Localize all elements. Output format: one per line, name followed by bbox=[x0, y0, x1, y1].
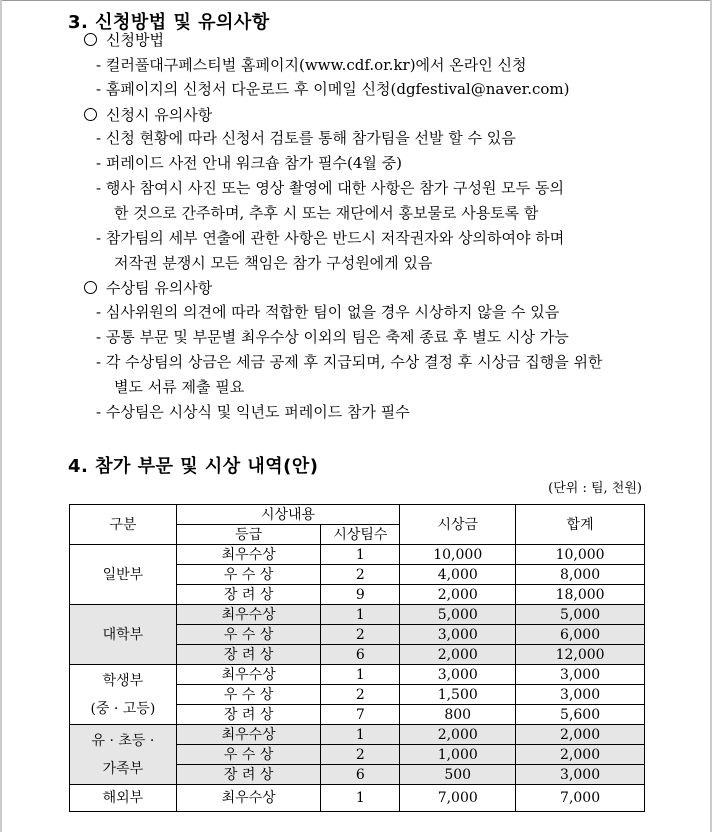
teams-cell: 2 bbox=[321, 685, 400, 705]
page-left-edge bbox=[0, 0, 2, 832]
category-cell bbox=[70, 785, 177, 812]
circle-bullet-icon bbox=[84, 33, 97, 46]
header-award-content: 시상내용 bbox=[176, 505, 400, 525]
awards-table-body bbox=[70, 545, 645, 812]
list-item: - 신청 현황에 따라 신청서 검토를 통해 참가팀을 선발 할 수 있음 bbox=[96, 129, 516, 147]
header-teams: 시상팀수 bbox=[321, 525, 400, 545]
grade-cell: 최우수상 bbox=[176, 725, 321, 745]
total-cell: 3,000 bbox=[516, 765, 645, 785]
grade-cell: 최우수상 bbox=[176, 665, 321, 685]
grade-cell: 우 수 상 bbox=[176, 745, 321, 765]
teams-cell: 7 bbox=[321, 705, 400, 725]
teams-cell: 9 bbox=[321, 585, 400, 605]
prize-cell: 1,000 bbox=[400, 745, 516, 765]
category-cell bbox=[70, 665, 177, 725]
list-item-continuation: 별도 서류 제출 필요 bbox=[114, 378, 245, 396]
list-item: - 수상팀은 시상식 및 익년도 퍼레이드 참가 필수 bbox=[96, 403, 410, 421]
subheading-1 bbox=[84, 106, 212, 124]
category-cell bbox=[70, 605, 177, 665]
teams-cell: 2 bbox=[321, 565, 400, 585]
category-label: 가족부 bbox=[102, 760, 144, 777]
teams-cell: 6 bbox=[321, 645, 400, 665]
page-top-edge bbox=[0, 0, 712, 5]
list-item: - 심사위원의 의견에 따라 적합한 팀이 없을 경우 시상하지 않을 수 있음 bbox=[96, 303, 560, 321]
category-label: (중 · 고등) bbox=[90, 700, 156, 717]
table-row bbox=[70, 665, 645, 685]
prize-cell: 10,000 bbox=[400, 545, 516, 565]
subheading-2 bbox=[84, 279, 212, 297]
table-row bbox=[70, 725, 645, 745]
subheading-text: 수상팀 유의사항 bbox=[106, 279, 213, 297]
prize-cell: 3,000 bbox=[400, 665, 516, 685]
category-cell bbox=[70, 725, 177, 785]
table-row bbox=[70, 545, 645, 565]
category-label: 대학부 bbox=[102, 626, 144, 643]
grade-cell: 장 려 상 bbox=[176, 765, 321, 785]
total-cell: 3,000 bbox=[516, 665, 645, 685]
list-item-continuation: 한 것으로 간주하며, 추후 시 또는 재단에서 홍보물로 사용토록 함 bbox=[114, 204, 539, 222]
total-cell: 3,000 bbox=[516, 685, 645, 705]
header-prize: 시상금 bbox=[400, 505, 516, 545]
prize-cell: 500 bbox=[400, 765, 516, 785]
total-cell: 7,000 bbox=[516, 785, 645, 812]
teams-cell: 2 bbox=[321, 745, 400, 765]
teams-cell: 1 bbox=[321, 545, 400, 565]
circle-bullet-icon bbox=[84, 281, 97, 294]
grade-cell: 최우수상 bbox=[176, 605, 321, 625]
category-label: 유 · 초등 · bbox=[91, 732, 155, 749]
total-cell: 12,000 bbox=[516, 645, 645, 665]
awards-table bbox=[69, 504, 645, 812]
grade-cell: 장 려 상 bbox=[176, 705, 321, 725]
prize-cell: 5,000 bbox=[400, 605, 516, 625]
category-label: 학생부 bbox=[102, 672, 144, 689]
total-cell: 6,000 bbox=[516, 625, 645, 645]
list-item: - 퍼레이드 사전 안내 워크숍 참가 필수(4월 중) bbox=[96, 154, 403, 172]
total-cell: 2,000 bbox=[516, 745, 645, 765]
teams-cell: 1 bbox=[321, 725, 400, 745]
list-item: - 컬러풀대구페스티벌 홈페이지(www.cdf.or.kr)에서 온라인 신청 bbox=[96, 56, 527, 74]
teams-cell: 1 bbox=[321, 605, 400, 625]
total-cell: 10,000 bbox=[516, 545, 645, 565]
prize-cell: 1,500 bbox=[400, 685, 516, 705]
prize-cell: 2,000 bbox=[400, 585, 516, 605]
grade-cell: 우 수 상 bbox=[176, 565, 321, 585]
grade-cell: 최우수상 bbox=[176, 785, 321, 812]
grade-cell: 장 려 상 bbox=[176, 585, 321, 605]
teams-cell: 1 bbox=[321, 665, 400, 685]
prize-cell: 2,000 bbox=[400, 645, 516, 665]
category-label: 해외부 bbox=[102, 790, 144, 806]
subheading-text: 신청방법 bbox=[106, 31, 164, 49]
header-category: 구분 bbox=[70, 505, 177, 545]
circle-bullet-icon bbox=[84, 108, 97, 121]
list-item: - 행사 참여시 사진 또는 영상 촬영에 대한 사항은 참가 구성원 모두 동의 bbox=[96, 179, 565, 197]
header-grade: 등급 bbox=[176, 525, 321, 545]
table-row bbox=[70, 605, 645, 625]
prize-cell: 3,000 bbox=[400, 625, 516, 645]
prize-cell: 2,000 bbox=[400, 725, 516, 745]
subheading-0 bbox=[84, 31, 164, 49]
list-item-continuation: 저작권 분쟁시 모든 책임은 참가 구성원에게 있음 bbox=[114, 254, 433, 272]
subheading-text: 신청시 유의사항 bbox=[106, 106, 213, 124]
prize-cell: 4,000 bbox=[400, 565, 516, 585]
teams-cell: 1 bbox=[321, 785, 400, 812]
category-cell bbox=[70, 545, 177, 605]
grade-cell: 최우수상 bbox=[176, 545, 321, 565]
grade-cell: 장 려 상 bbox=[176, 645, 321, 665]
table-row bbox=[70, 785, 645, 812]
unit-note: (단위 : 팀, 천원) bbox=[548, 481, 642, 496]
header-total: 합계 bbox=[516, 505, 645, 545]
list-item: - 홈페이지의 신청서 다운로드 후 이메일 신청(dgfestival@naver.com) bbox=[96, 80, 570, 98]
grade-cell: 우 수 상 bbox=[176, 685, 321, 705]
prize-cell: 800 bbox=[400, 705, 516, 725]
total-cell: 8,000 bbox=[516, 565, 645, 585]
total-cell: 5,600 bbox=[516, 705, 645, 725]
prize-cell: 7,000 bbox=[400, 785, 516, 812]
total-cell: 5,000 bbox=[516, 605, 645, 625]
list-item: - 각 수상팀의 상금은 세금 공제 후 지급되며, 수상 결정 후 시상금 집행을 위한 bbox=[96, 353, 603, 371]
category-label: 일반부 bbox=[102, 566, 144, 583]
list-item: - 참가팀의 세부 연출에 관한 사항은 반드시 저작권자와 상의하여야 하며 bbox=[96, 229, 565, 247]
section-4-title: 4. 참가 부문 및 시상 내역(안) bbox=[68, 456, 319, 477]
teams-cell: 2 bbox=[321, 625, 400, 645]
total-cell: 2,000 bbox=[516, 725, 645, 745]
grade-cell: 우 수 상 bbox=[176, 625, 321, 645]
list-item: - 공통 부문 및 부문별 최우수상 이외의 팀은 축제 종료 후 별도 시상 가능 bbox=[96, 328, 569, 346]
teams-cell: 6 bbox=[321, 765, 400, 785]
total-cell: 18,000 bbox=[516, 585, 645, 605]
section-3-title: 3. 신청방법 및 유의사항 bbox=[68, 12, 270, 33]
